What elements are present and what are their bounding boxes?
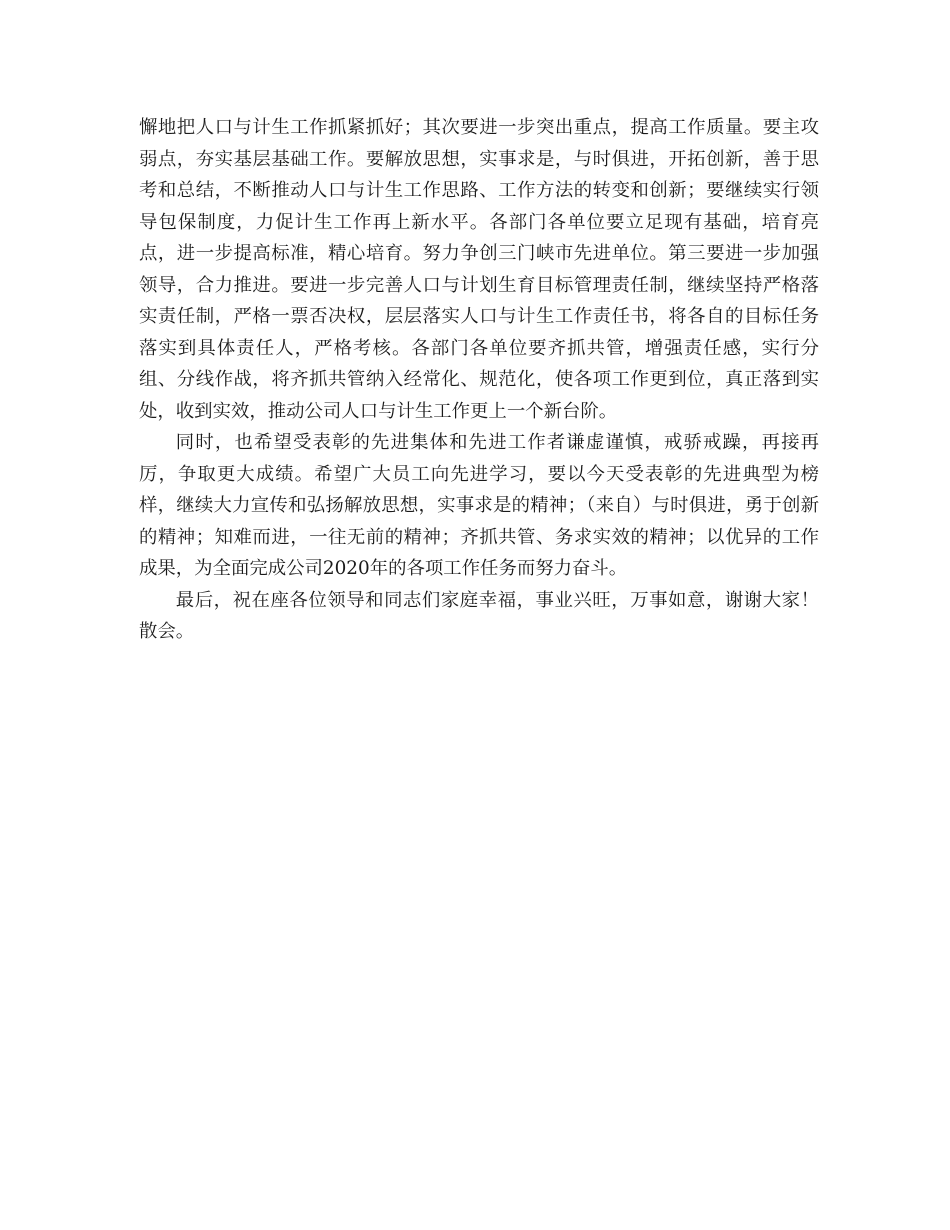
paragraph-continuation: 懈地把人口与计生工作抓紧抓好；其次要进一步突出重点，提高工作质量。要主攻弱点，夯实基层基础工作。要解放思想，实事求是，与时俱进，开拓创新，善于思考和总结，不断推动人口与计生工作思路、工作方法的转变和创新；要继续实行领导包保制度，力促计生工作再上新水平。各部门各单位要立足现有基础，培育亮点，进一步提高标准，精心培育。努力争创三门峡市先进单位。第三要进一步加强领导，合力推进。要进一步完善人口与计划生育目标管理责任制，继续坚持严格落实责任制，严格一票否决权，层层落实人口与计生工作责任书，将各自的目标任务落实到具体责任人，严格考核。各部门各单位要齐抓共管，增强责任感，实行分组、分线作战，将齐抓共管纳入经常化、规范化，使各项工作更到位，真正落到实处，收到实效，推动公司人口与计生工作更上一个新台阶。 [139, 117, 819, 422]
paragraph-commendation: 同时，也希望受表彰的先进集体和先进工作者谦虚谨慎，戒骄戒躁，再接再厉，争取更大成绩。希望广大员工向先进学习，要以今天受表彰的先进典型为榜样，继续大力宣传和弘扬解放思想，实事求是的精神；（来自）与时俱进，勇于创新的精神；知难而进，一往无前的精神；齐抓共管、务求实效的精神；以优异的工作成果，为全面完成公司2020年的各项工作任务而努力奋斗。 [139, 432, 819, 579]
document-body [139, 112, 819, 648]
paragraph-closing: 最后，祝在座各位领导和同志们家庭幸福，事业兴旺，万事如意，谢谢大家！散会。 [139, 589, 819, 642]
